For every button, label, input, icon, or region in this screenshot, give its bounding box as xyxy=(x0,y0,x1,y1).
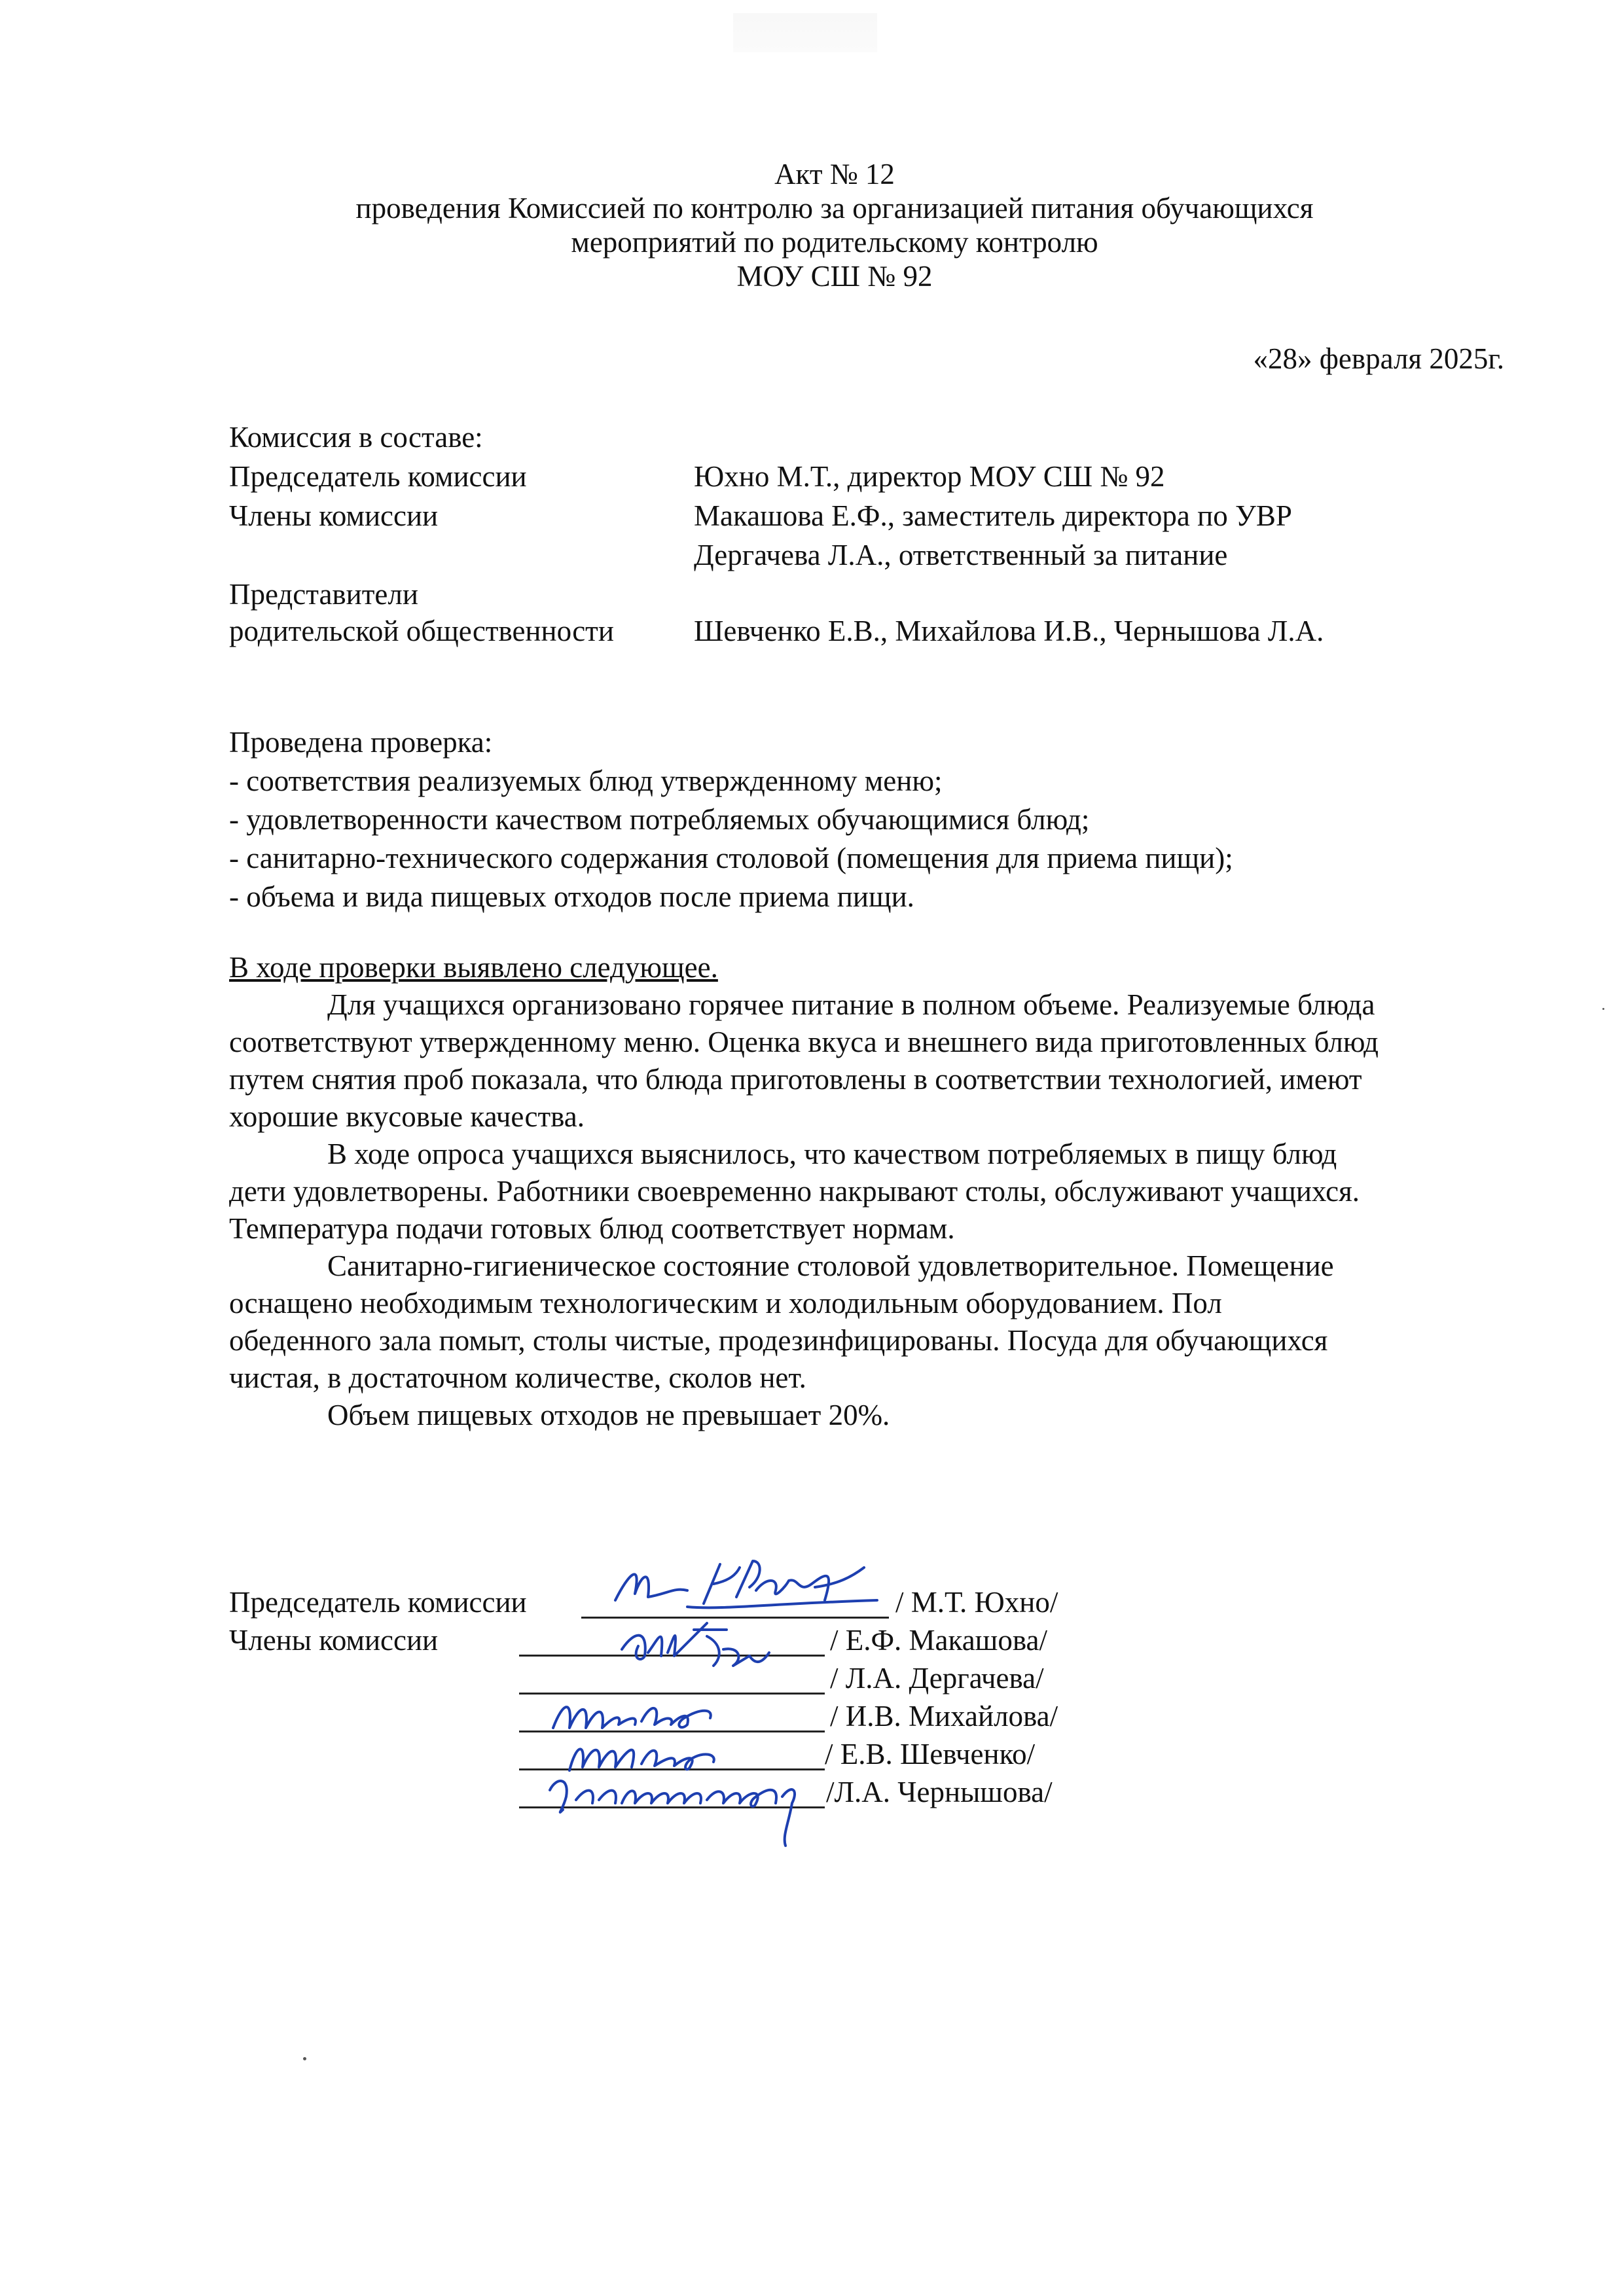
paragraph-line: обеденного зала помыт, столы чистые, продезинфицированы. Посуда для обучающихся xyxy=(229,1324,1328,1357)
checks-section xyxy=(229,723,1233,916)
sig-chair-label: Председатель комиссии xyxy=(229,1586,527,1619)
paragraph-line: хорошие вкусовые качества. xyxy=(229,1100,585,1133)
commission-reps-row xyxy=(0,613,1624,649)
findings-paragraph-4 xyxy=(229,1397,1506,1434)
commission-members-row-2 xyxy=(0,537,1624,573)
signature-chair-image xyxy=(589,1548,890,1620)
findings-paragraph-1 xyxy=(229,986,1506,1136)
commission-chair-row xyxy=(0,458,1624,495)
sig-name-chair: / М.Т. Юхно/ xyxy=(895,1586,1058,1619)
paragraph-line: оснащено необходимым технологическим и холодильным оборудованием. Пол xyxy=(229,1287,1222,1319)
sig-name-member: /Л.А. Чернышова/ xyxy=(826,1776,1053,1808)
act-subtitle-2: мероприятий по родительскому контролю xyxy=(571,226,1098,259)
act-title: Акт № 12 xyxy=(774,158,895,190)
member-1: Макашова Е.Ф., заместитель директора по УВР xyxy=(694,499,1292,532)
check-item: - санитарно-технического содержания столовой (помещения для приема пищи); xyxy=(229,842,1233,874)
sig-name-member: / Е.В. Шевченко/ xyxy=(825,1738,1036,1770)
paragraph-line: В ходе опроса учащихся выяснилось, что качеством потребляемых в пищу блюд xyxy=(327,1138,1337,1170)
member-2: Дергачева Л.А., ответственный за питание xyxy=(694,539,1228,571)
members-label: Члены комиссии xyxy=(229,499,439,532)
reps-label-1: Представители xyxy=(229,578,418,611)
paragraph-line: Санитарно-гигиеническое состояние столовой удовлетворительное. Помещение xyxy=(327,1249,1334,1282)
paragraph-line: путем снятия проб показала, что блюда приготовлены в соответствии технологией, имеют xyxy=(229,1063,1362,1096)
check-item: - удовлетворенности качеством потребляемых обучающимися блюд; xyxy=(229,803,1090,836)
findings-section xyxy=(229,949,1506,1434)
signature-makashova-image xyxy=(609,1617,805,1682)
act-header xyxy=(196,157,1473,293)
sig-name-member: / Е.Ф. Макашова/ xyxy=(830,1624,1047,1657)
chair-label: Председатель комиссии xyxy=(229,460,527,493)
sig-members-label: Члены комиссии xyxy=(229,1624,439,1657)
sig-name-member: / И.В. Михайлова/ xyxy=(830,1700,1058,1732)
scan-speck xyxy=(303,2057,306,2060)
reps-label-2: родительской общественности xyxy=(229,615,614,647)
check-item: - соответствия реализуемых блюд утвержденному меню; xyxy=(229,764,943,797)
check-item: - объема и вида пищевых отходов после приема пищи. xyxy=(229,880,914,913)
findings-heading: В ходе проверки выявлено следующее. xyxy=(229,951,718,984)
act-school: МОУ СШ № 92 xyxy=(736,260,933,293)
paragraph-line: чистая, в достаточном количестве, сколов нет. xyxy=(229,1361,806,1394)
act-date: «28» февраля 2025г. xyxy=(1253,342,1504,375)
reps-value: Шевченко Е.В., Михайлова И.В., Чернышова Л.А. xyxy=(694,615,1324,647)
paragraph-line: дети удовлетворены. Работники своевременно накрывают столы, обслуживают учащихся. xyxy=(229,1175,1360,1208)
sig-name-member: / Л.А. Дергачева/ xyxy=(830,1662,1044,1695)
act-subtitle-1: проведения Комиссией по контролю за организацией питания обучающихся xyxy=(355,192,1314,224)
findings-paragraph-2 xyxy=(229,1136,1506,1247)
paragraph-line: Температура подачи готовых блюд соответствует нормам. xyxy=(229,1212,955,1245)
paragraph-line: Для учащихся организовано горячее питание в полном объеме. Реализуемые блюда xyxy=(327,988,1375,1021)
signature-chernyshova-image xyxy=(537,1764,838,1849)
scan-artifact xyxy=(733,13,877,52)
paragraph-line: Объем пищевых отходов не превышает 20%. xyxy=(327,1399,890,1431)
paragraph-line: соответствуют утвержденному меню. Оценка вкуса и внешнего вида приготовленных блюд xyxy=(229,1026,1379,1058)
chair-value: Юхно М.Т., директор МОУ СШ № 92 xyxy=(694,460,1165,493)
scan-speck xyxy=(1602,1008,1604,1010)
findings-paragraph-3 xyxy=(229,1247,1506,1397)
checks-heading: Проведена проверка: xyxy=(229,726,493,759)
commission-heading: Комиссия в составе: xyxy=(229,421,483,454)
commission-members-row xyxy=(0,497,1624,534)
